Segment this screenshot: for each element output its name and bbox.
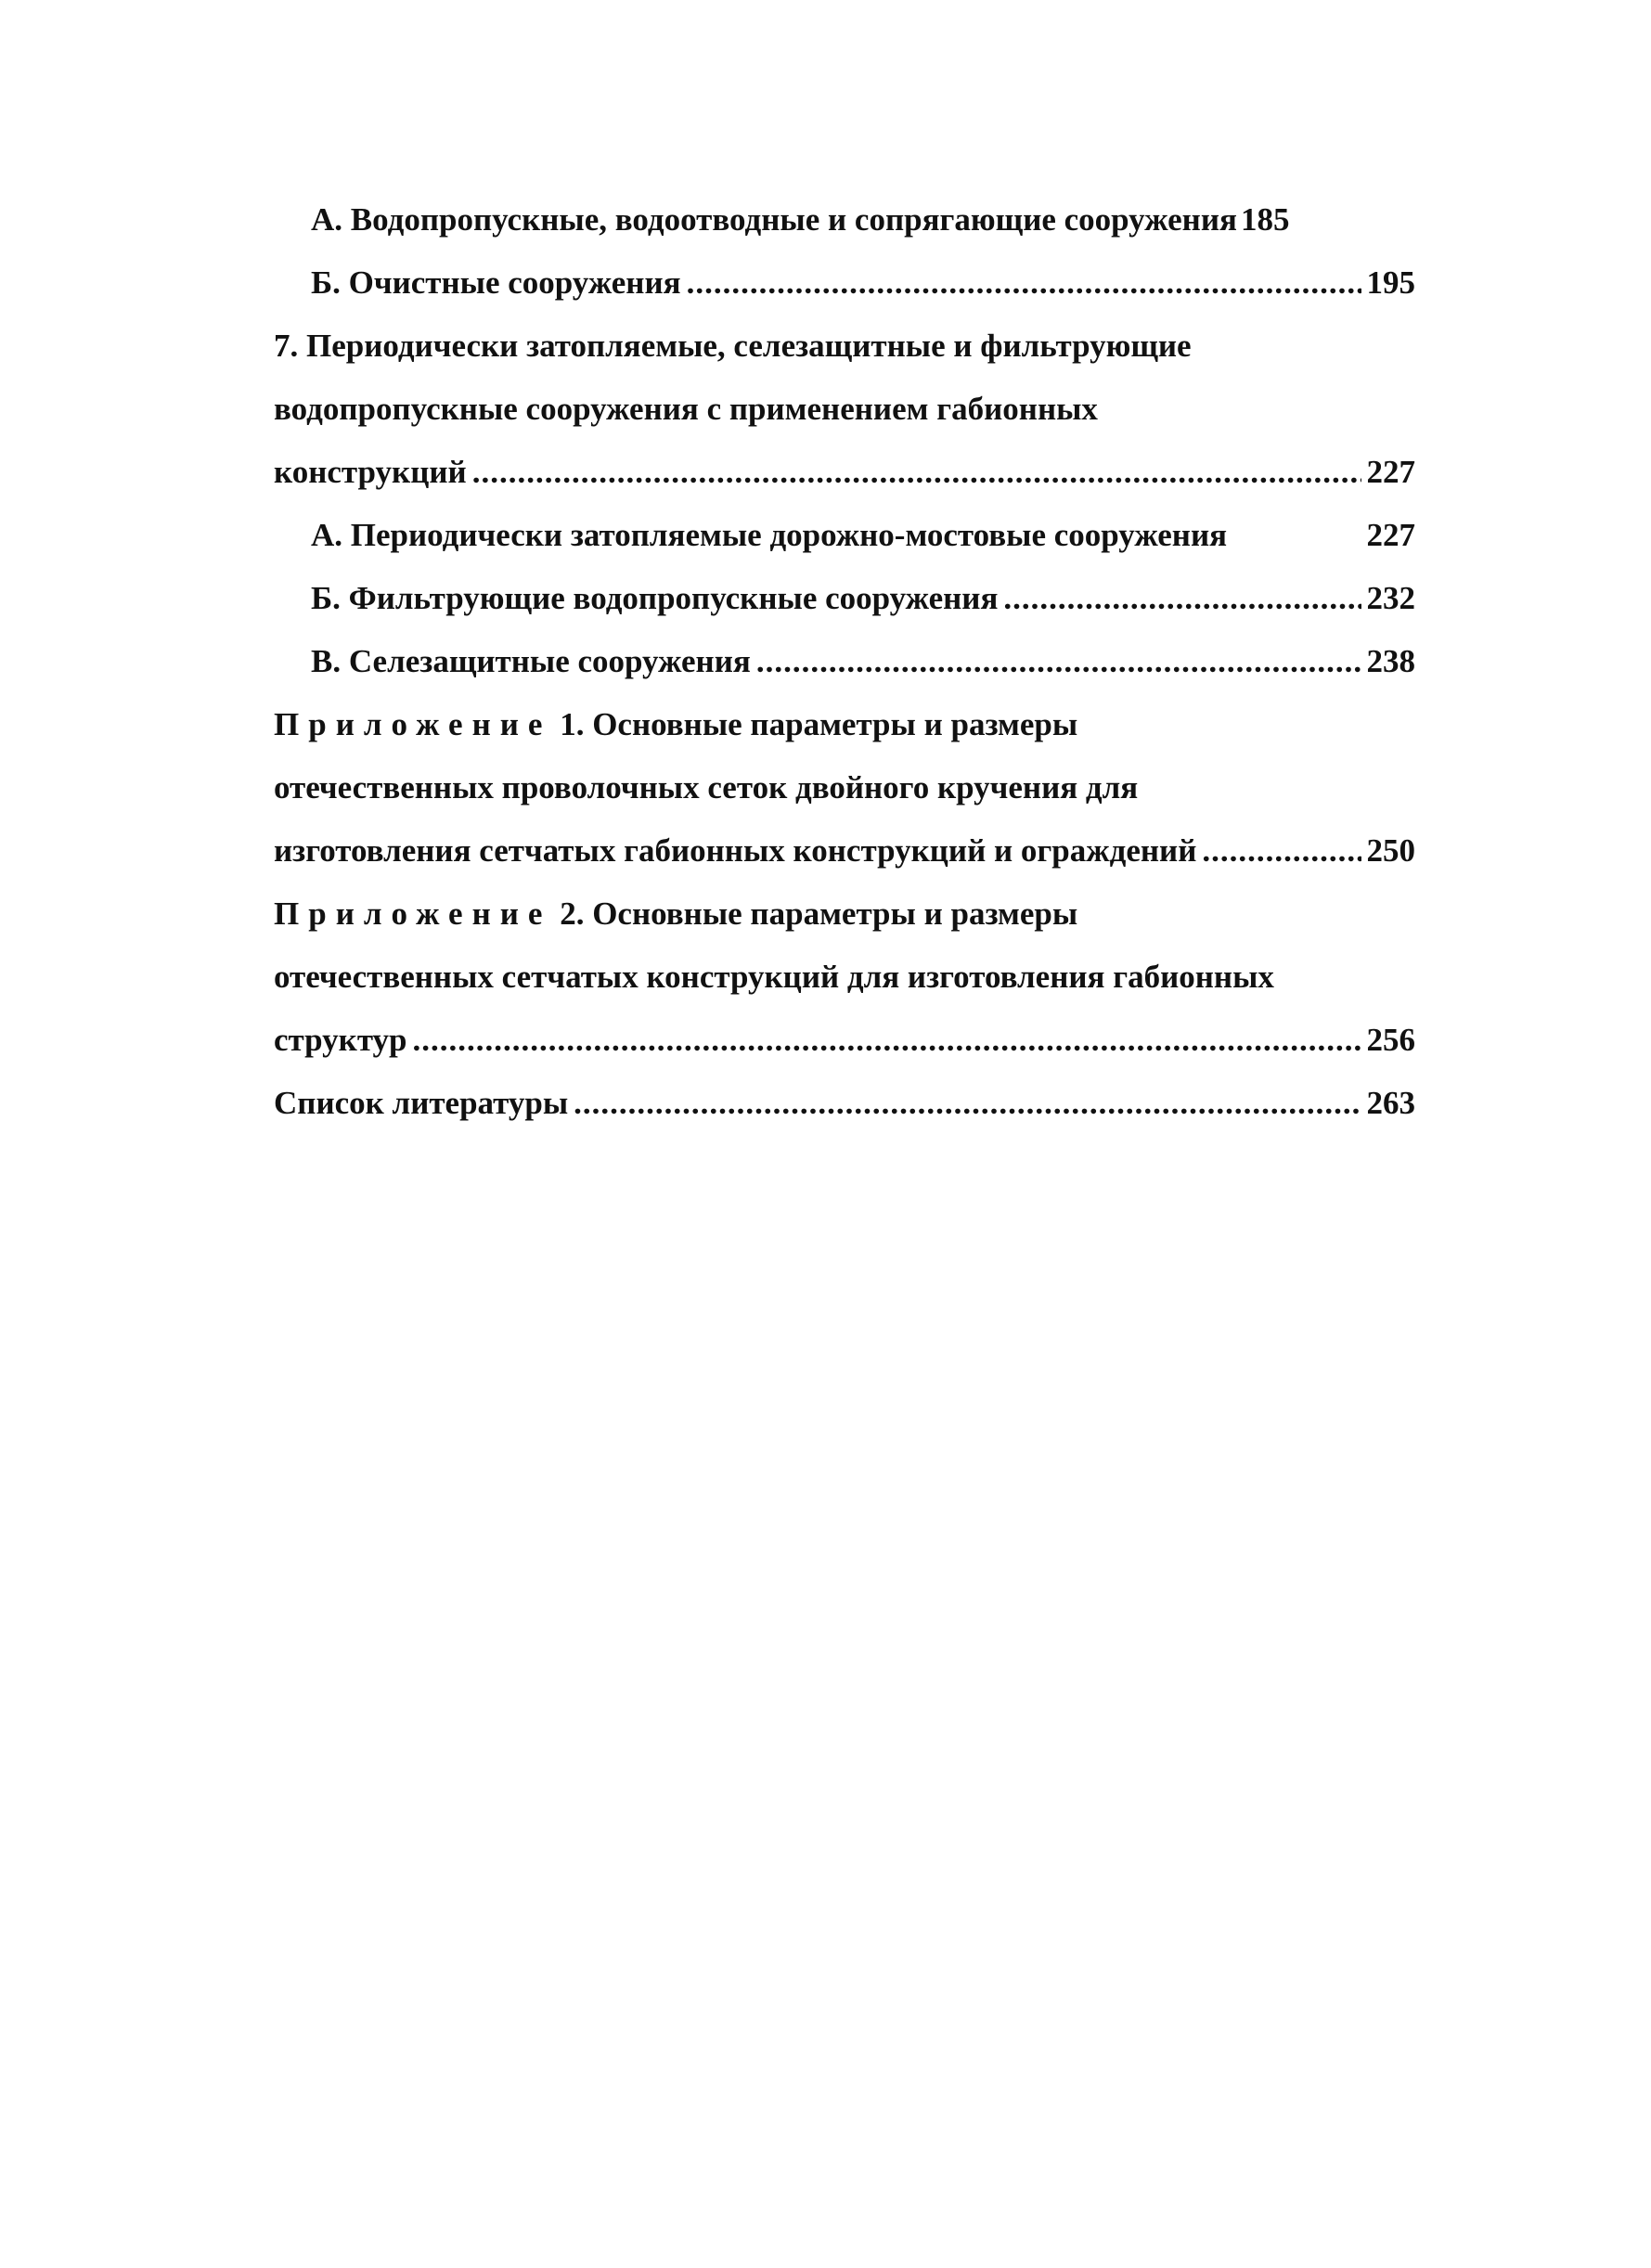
toc-leader — [472, 441, 1361, 504]
toc-entry-page: 227 — [1366, 454, 1415, 490]
toc-entry-page: 185 — [1240, 201, 1290, 238]
toc-entry-text: В. Селезащитные сооружения — [311, 643, 751, 679]
toc-leader — [756, 630, 1361, 693]
toc-leader — [413, 1009, 1361, 1072]
toc-entry-page: 256 — [1366, 1022, 1415, 1058]
toc-entry-text: Б. Очистные сооружения — [311, 264, 681, 301]
toc-entry — [274, 504, 1415, 567]
toc-entry-text: водопропускные сооружения с применением габионных — [274, 391, 1098, 427]
toc-leader — [687, 251, 1361, 315]
toc-entry-text: отечественных сетчатых конструкций для изготовления габионных — [274, 959, 1274, 995]
toc-entry-page: 232 — [1366, 580, 1415, 616]
toc-leader — [574, 1072, 1361, 1135]
toc-entry-text: А. Водопропускные, водоотводные и сопрягающие сооружения — [311, 201, 1237, 238]
toc-entry-text: конструкций — [274, 454, 467, 490]
toc-entry-page: 238 — [1366, 643, 1415, 679]
toc-entry-text: 7. Периодически затопляемые, селезащитные и фильтрующие — [274, 328, 1192, 364]
toc-entry — [274, 251, 1415, 315]
appendix-label: Приложение — [274, 706, 552, 742]
toc-entry-text: структур — [274, 1022, 407, 1058]
toc-entry-continuation — [274, 819, 1415, 883]
toc-entry-text: Б. Фильтрующие водопропускные сооружения — [311, 580, 999, 616]
toc-entry-text: 1. Основные параметры и размеры — [551, 706, 1078, 742]
appendix-label: Приложение — [274, 896, 552, 932]
toc-entry-page: 263 — [1366, 1085, 1415, 1121]
toc-entry — [274, 693, 1415, 756]
toc-entry-text: отечественных проволочных сеток двойного кручения для — [274, 769, 1139, 805]
table-of-contents — [274, 188, 1415, 1135]
toc-entry — [274, 630, 1415, 693]
toc-entry-page: 250 — [1366, 832, 1415, 869]
toc-entry-page: 195 — [1366, 264, 1415, 301]
toc-entry-continuation — [274, 1009, 1415, 1072]
toc-entry-continuation — [274, 756, 1415, 819]
toc-entry-text: Список литературы — [274, 1085, 569, 1121]
toc-entry — [274, 883, 1415, 946]
toc-entry-text: А. Периодически затопляемые дорожно-мостовые сооружения — [311, 517, 1228, 553]
toc-leader — [1003, 567, 1361, 630]
toc-entry-page: 227 — [1366, 517, 1415, 553]
toc-entry — [274, 315, 1415, 378]
toc-entry-continuation — [274, 378, 1415, 441]
toc-entry-text: 2. Основные параметры и размеры — [551, 896, 1078, 932]
toc-entry-continuation — [274, 441, 1415, 504]
toc-entry — [274, 567, 1415, 630]
toc-leader — [1202, 819, 1361, 883]
toc-entry — [274, 188, 1415, 251]
toc-entry — [274, 1072, 1415, 1135]
toc-entry-continuation — [274, 946, 1415, 1009]
toc-entry-text: изготовления сетчатых габионных конструкций и ограждений — [274, 832, 1197, 869]
